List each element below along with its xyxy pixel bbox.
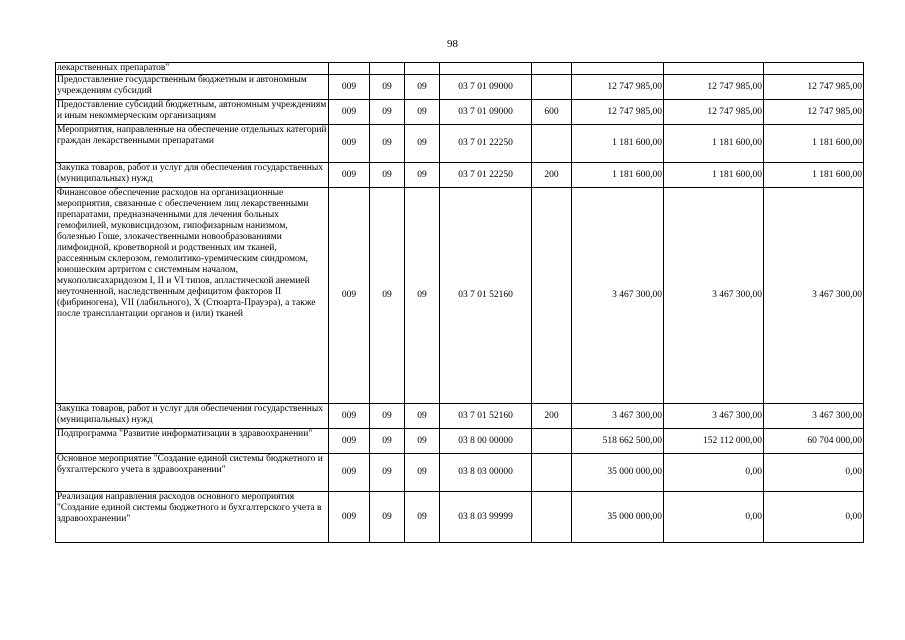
row-name: Подпрограмма "Развитие информатизации в здравоохранении" — [56, 429, 329, 454]
row-target-article: 03 7 01 52160 — [440, 188, 532, 404]
row-sum-year-1: 1 181 600,00 — [572, 125, 664, 163]
row-podrazdel: 09 — [405, 125, 440, 163]
row-razdel: 09 — [370, 454, 405, 492]
row-sum-year-2: 152 112 000,00 — [664, 429, 764, 454]
row-sum-year-2: 0,00 — [664, 492, 764, 543]
row-target-article: 03 7 01 52160 — [440, 404, 532, 429]
row-razdel — [370, 63, 405, 75]
row-sum-year-2: 12 747 985,00 — [664, 75, 764, 100]
row-grbs: 009 — [329, 188, 370, 404]
row-razdel: 09 — [370, 100, 405, 125]
row-target-article: 03 8 00 00000 — [440, 429, 532, 454]
row-expense-type — [532, 429, 572, 454]
row-podrazdel — [405, 63, 440, 75]
row-razdel: 09 — [370, 188, 405, 404]
row-sum-year-3: 1 181 600,00 — [764, 125, 864, 163]
row-sum-year-2 — [664, 63, 764, 75]
row-podrazdel: 09 — [405, 492, 440, 543]
table-row — [56, 63, 864, 75]
row-sum-year-2: 3 467 300,00 — [664, 188, 764, 404]
row-razdel: 09 — [370, 125, 405, 163]
row-target-article — [440, 63, 532, 75]
budget-table — [55, 62, 864, 543]
row-sum-year-2: 1 181 600,00 — [664, 125, 764, 163]
row-sum-year-1: 12 747 985,00 — [572, 75, 664, 100]
row-grbs — [329, 63, 370, 75]
row-sum-year-1: 518 662 500,00 — [572, 429, 664, 454]
row-target-article: 03 8 03 99999 — [440, 492, 532, 543]
row-name: Мероприятия, направленные на обеспечение отдельных категорий граждан лекарственными препаратами — [56, 125, 329, 163]
row-expense-type: 200 — [532, 163, 572, 188]
row-sum-year-1: 1 181 600,00 — [572, 163, 664, 188]
row-sum-year-3: 12 747 985,00 — [764, 100, 864, 125]
row-sum-year-1: 3 467 300,00 — [572, 404, 664, 429]
row-podrazdel: 09 — [405, 188, 440, 404]
table-row — [56, 429, 864, 454]
row-razdel: 09 — [370, 492, 405, 543]
row-razdel: 09 — [370, 163, 405, 188]
row-podrazdel: 09 — [405, 75, 440, 100]
table-row — [56, 188, 864, 404]
row-name: Предоставление субсидий бюджетным, автономным учреждениям и иным некоммерческим организациям — [56, 100, 329, 125]
table-row — [56, 163, 864, 188]
row-target-article: 03 7 01 09000 — [440, 75, 532, 100]
row-name: лекарственных препаратов" — [56, 63, 329, 75]
row-sum-year-3: 3 467 300,00 — [764, 188, 864, 404]
row-expense-type — [532, 125, 572, 163]
row-podrazdel: 09 — [405, 429, 440, 454]
row-name: Финансовое обеспечение расходов на организационные мероприятия, связанные с обеспечением лиц лекарственными препаратами, предназначенными для лечения больных гемофилией, муковисцидозом, гипофизарным нанизмом, болезнью Гоше, злокачественными новообразованиями лимфоидной, кроветворной и родственных им тканей, рассеянным склерозом, гемолитико-уремическим синдромом, юношеским артритом с системным началом, мукополисахаридозом I, II и VI типов, апластической анемией неуточненной, наследственным дефицитом факторов II (фибриногена), VII (лабильного), X (Стюарта-Прауэра), а также после трансплантации органов и (или) тканей — [56, 188, 329, 404]
row-expense-type — [532, 63, 572, 75]
row-name: Реализация направления расходов основного мероприятия "Создание единой системы бюджетного и бухгалтерского учета в здравоохранении" — [56, 492, 329, 543]
row-razdel: 09 — [370, 404, 405, 429]
row-sum-year-1: 35 000 000,00 — [572, 492, 664, 543]
row-target-article: 03 8 03 00000 — [440, 454, 532, 492]
row-sum-year-3: 60 704 000,00 — [764, 429, 864, 454]
row-grbs: 009 — [329, 429, 370, 454]
row-sum-year-2: 0,00 — [664, 454, 764, 492]
row-expense-type: 600 — [532, 100, 572, 125]
row-target-article: 03 7 01 09000 — [440, 100, 532, 125]
row-expense-type — [532, 188, 572, 404]
row-grbs: 009 — [329, 492, 370, 543]
row-expense-type — [532, 75, 572, 100]
row-sum-year-1: 12 747 985,00 — [572, 100, 664, 125]
row-sum-year-1: 3 467 300,00 — [572, 188, 664, 404]
row-target-article: 03 7 01 22250 — [440, 163, 532, 188]
row-sum-year-2: 3 467 300,00 — [664, 404, 764, 429]
row-grbs: 009 — [329, 404, 370, 429]
row-sum-year-1 — [572, 63, 664, 75]
row-expense-type: 200 — [532, 404, 572, 429]
row-razdel: 09 — [370, 75, 405, 100]
row-podrazdel: 09 — [405, 454, 440, 492]
row-sum-year-3: 1 181 600,00 — [764, 163, 864, 188]
row-expense-type — [532, 454, 572, 492]
row-sum-year-3: 0,00 — [764, 454, 864, 492]
row-sum-year-1: 35 000 000,00 — [572, 454, 664, 492]
table-row — [56, 125, 864, 163]
row-expense-type — [532, 492, 572, 543]
page-number: 98 — [447, 38, 458, 50]
row-podrazdel: 09 — [405, 100, 440, 125]
row-grbs: 009 — [329, 125, 370, 163]
row-name: Закупка товаров, работ и услуг для обеспечения государственных (муниципальных) нужд — [56, 404, 329, 429]
row-razdel: 09 — [370, 429, 405, 454]
row-target-article: 03 7 01 22250 — [440, 125, 532, 163]
row-sum-year-2: 1 181 600,00 — [664, 163, 764, 188]
row-name: Предоставление государственным бюджетным и автономным учреждениям субсидий — [56, 75, 329, 100]
table-row — [56, 454, 864, 492]
table-row — [56, 404, 864, 429]
row-sum-year-3: 3 467 300,00 — [764, 404, 864, 429]
row-grbs: 009 — [329, 163, 370, 188]
table-row — [56, 100, 864, 125]
row-grbs: 009 — [329, 100, 370, 125]
row-sum-year-3 — [764, 63, 864, 75]
row-grbs: 009 — [329, 454, 370, 492]
row-name: Закупка товаров, работ и услуг для обеспечения государственных (муниципальных) нужд — [56, 163, 329, 188]
table-row — [56, 492, 864, 543]
row-sum-year-2: 12 747 985,00 — [664, 100, 764, 125]
row-podrazdel: 09 — [405, 404, 440, 429]
row-sum-year-3: 12 747 985,00 — [764, 75, 864, 100]
row-grbs: 009 — [329, 75, 370, 100]
row-sum-year-3: 0,00 — [764, 492, 864, 543]
row-podrazdel: 09 — [405, 163, 440, 188]
row-name: Основное мероприятие "Создание единой системы бюджетного и бухгалтерского учета в здравоохранении" — [56, 454, 329, 492]
table-row — [56, 75, 864, 100]
